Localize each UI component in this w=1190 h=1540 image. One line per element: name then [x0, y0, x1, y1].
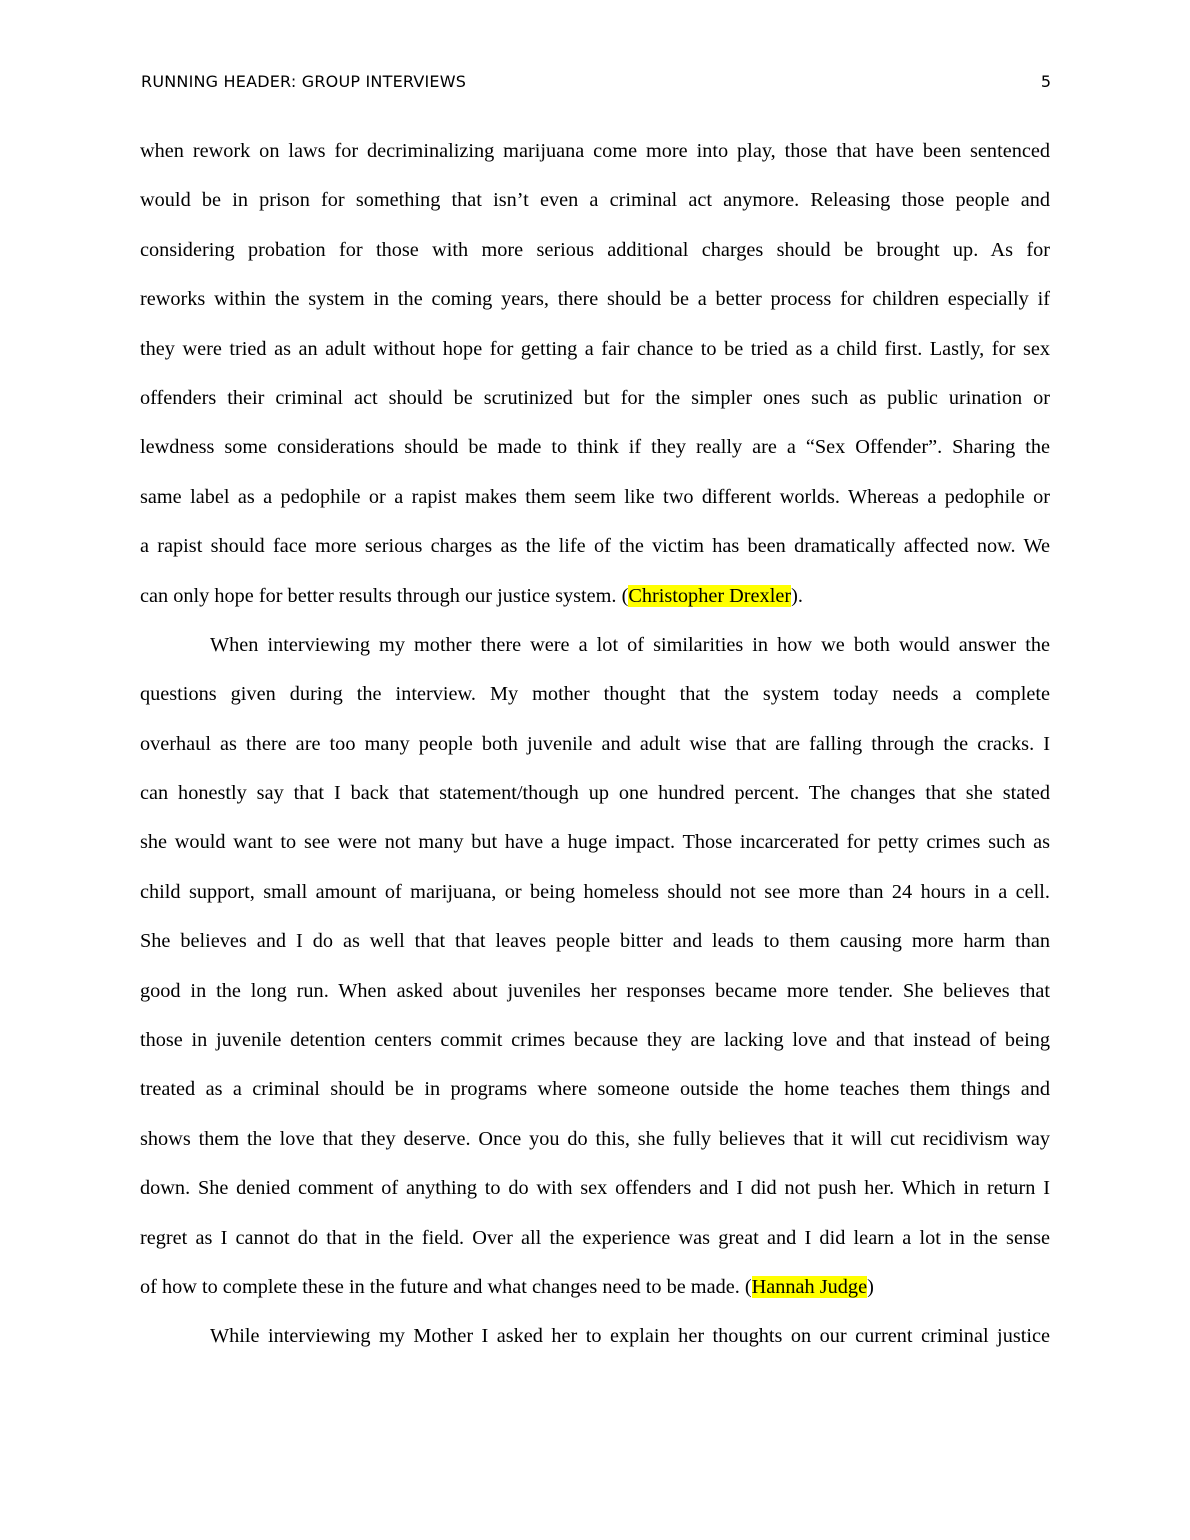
- paragraph-line: those in juvenile detention centers commit crimes because they are lacking love and that instead of being: [140, 1029, 1050, 1052]
- paragraph-judge: [140, 621, 1050, 1312]
- citation-prefix: can only hope for better results through our justice system. (: [140, 584, 629, 607]
- paragraph-line: questions given during the interview. My mother thought that the system today needs a complete: [140, 683, 1050, 706]
- paragraph-last-line: [140, 572, 1050, 621]
- highlighted-citation-christopher-drexler: Christopher Drexler: [628, 584, 792, 607]
- highlighted-citation-hannah-judge: Hannah Judge: [751, 1275, 868, 1298]
- paragraph-first-line: While interviewing my Mother I asked her to explain her thoughts on our current criminal justice: [210, 1325, 1050, 1348]
- paragraph-next: [140, 1312, 1050, 1361]
- paragraph-line: would be in prison for something that isn’t even a criminal act anymore. Releasing those people and: [140, 189, 1050, 212]
- paragraph-line: treated as a criminal should be in programs where someone outside the home teaches them things and: [140, 1078, 1050, 1101]
- paragraph-line: She believes and I do as well that that leaves people bitter and leads to them causing more harm than: [140, 930, 1050, 953]
- paragraph-line: lewdness some considerations should be made to think if they really are a “Sex Offender”. Sharing the: [140, 436, 1050, 459]
- citation-suffix: ).: [791, 584, 803, 607]
- paragraph-line: overhaul as there are too many people both juvenile and adult wise that are falling through the cracks. I: [140, 732, 1050, 755]
- paragraph-line: good in the long run. When asked about juveniles her responses became more tender. She believes that: [140, 979, 1050, 1002]
- paragraph-last-line: [140, 1263, 1050, 1312]
- paragraph-line: when rework on laws for decriminalizing marijuana come more into play, those that have been sentenced: [140, 140, 1050, 162]
- paragraph-line: offenders their criminal act should be scrutinized but for the simpler ones such as public urination or: [140, 386, 1050, 409]
- citation-prefix: of how to complete these in the future and what changes need to be made. (: [140, 1275, 752, 1298]
- paragraph-line: child support, small amount of marijuana, or being homeless should not see more than 24 hours in a cell.: [140, 880, 1050, 903]
- paragraph-drexler: [140, 127, 1050, 621]
- paragraph-line: can honestly say that I back that statement/though up one hundred percent. The changes that she stated: [140, 782, 1050, 805]
- paragraph-line: regret as I cannot do that in the field. Over all the experience was great and I did learn a lot in the sense: [140, 1226, 1050, 1249]
- paragraph-line: reworks within the system in the coming years, there should be a better process for children especially if: [140, 288, 1050, 311]
- citation-suffix: ): [867, 1275, 874, 1298]
- running-header: [141, 72, 1051, 98]
- paragraph-line: same label as a pedophile or a rapist makes them seem like two different worlds. Whereas a pedophile or: [140, 485, 1050, 508]
- document-body: [140, 127, 1050, 1362]
- paragraph-line: down. She denied comment of anything to do with sex offenders and I did not push her. Which in return I: [140, 1177, 1050, 1200]
- paragraph-line: considering probation for those with more serious additional charges should be brought up. As for: [140, 238, 1050, 261]
- page-number: 5: [1040, 72, 1051, 91]
- paragraph-first-line: When interviewing my mother there were a lot of similarities in how we both would answer the: [210, 633, 1050, 656]
- paragraph-line: shows them the love that they deserve. Once you do this, she fully believes that it will cut recidivism way: [140, 1127, 1050, 1150]
- running-header-title: RUNNING HEADER: GROUP INTERVIEWS: [141, 72, 467, 91]
- paragraph-line: they were tried as an adult without hope for getting a fair chance to be tried as a child first. Lastly, for sex: [140, 337, 1050, 360]
- paragraph-line: a rapist should face more serious charges as the life of the victim has been dramatically affected now. We: [140, 535, 1050, 558]
- paragraph-line: she would want to see were not many but have a huge impact. Those incarcerated for petty crimes such as: [140, 831, 1050, 854]
